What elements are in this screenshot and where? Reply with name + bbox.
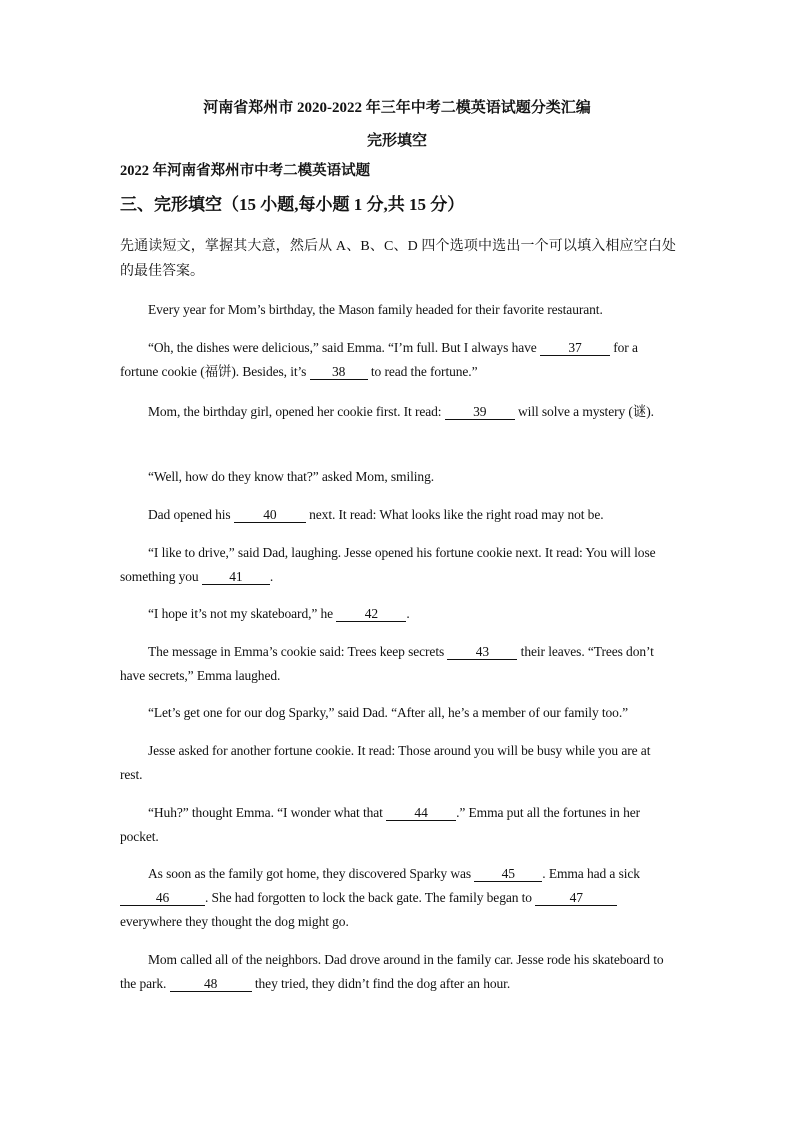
paragraph-4: “Well, how do they know that?” asked Mom, smiling. — [148, 469, 434, 484]
paragraph-3: Mom, the birthday girl, opened her cookie first. It read: 39 will solve a mystery (谜). — [148, 404, 654, 419]
blank-45: 45 — [474, 866, 542, 882]
blank-48: 48 — [170, 976, 252, 992]
blank-43: 43 — [447, 644, 517, 660]
blank-37: 37 — [540, 340, 610, 356]
paragraph-9: “Let’s get one for our dog Sparky,” said Dad. “After all, he’s a member of our family too.” — [148, 705, 628, 720]
paragraph-12: As soon as the family got home, they discovered Sparky was 45 . Emma had a sick 46 . She had forgotten to lock the back gate. The family began to 47 everywhere they thought the dog might go. — [120, 866, 640, 929]
paragraph-11: “Huh?” thought Emma. “I wonder what that 44 .” Emma put all the fortunes in her pocket. — [120, 805, 641, 844]
instructions: 先通读短文，掌握其大意，然后从 A、B、C、D 四个选项中选出一个可以填入相应空白处的最佳答案。 — [120, 239, 676, 279]
paragraph-1: Every year for Mom’s birthday, the Mason family headed for their favorite restaurant. — [148, 302, 603, 317]
document-title: 河南省郑州市 2020-2022 年三年中考二模英语试题分类汇编 — [203, 100, 591, 116]
paragraph-13: Mom called all of the neighbors. Dad drove around in the family car. Jesse rode his skateboard to the park. 48 they tried, they didn’t find the dog after an hour. — [120, 952, 664, 991]
document-subtitle: 完形填空 — [366, 133, 427, 149]
paragraph-10: Jesse asked for another fortune cookie. It read: Those around you will be busy while you are at rest. — [120, 743, 651, 782]
paragraph-7: “I hope it’s not my skateboard,” he 42 . — [148, 606, 410, 621]
blank-44: 44 — [386, 805, 456, 821]
section-heading: 三、完形填空（15 小题,每小题 1 分,共 15 分） — [120, 195, 465, 214]
paragraph-5: Dad opened his 40 next. It read: What looks like the right road may not be. — [148, 507, 604, 522]
blank-46: 46 — [120, 890, 205, 906]
paragraph-6: “I like to drive,” said Dad, laughing. Jesse opened his fortune cookie next. It read: You will lose something you 41 . — [120, 545, 656, 584]
blank-41: 41 — [202, 569, 270, 585]
exam-name: 2022 年河南省郑州市中考二模英语试题 — [120, 163, 371, 179]
blank-39: 39 — [445, 404, 515, 420]
blank-38: 38 — [310, 364, 368, 380]
blank-42: 42 — [336, 606, 406, 622]
paragraph-8: The message in Emma’s cookie said: Trees keep secrets 43 their leaves. “Trees don’t have secrets,” Emma laughed. — [120, 644, 654, 683]
blank-47: 47 — [535, 890, 617, 906]
paragraph-2: “Oh, the dishes were delicious,” said Emma. “I’m full. But I always have 37 for a fortune cookie (福饼). Besides, it’s 38 to read the fortune.” — [120, 340, 638, 379]
blank-40: 40 — [234, 507, 306, 523]
